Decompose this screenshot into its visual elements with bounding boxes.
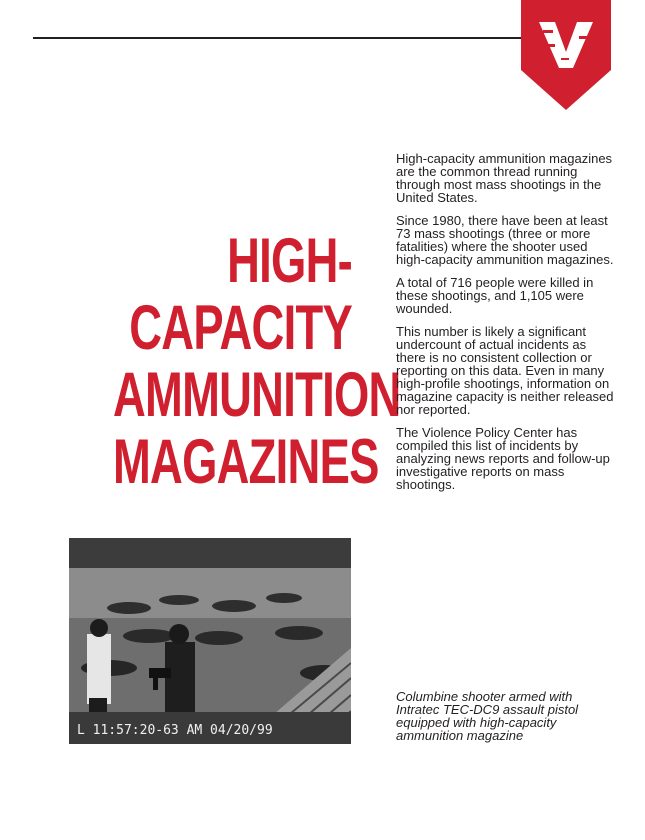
photo-caption: Columbine shooter armed with Intratec TEC-DC9 assault pistol equipped with high-capacity ammunition magazine xyxy=(396,689,579,743)
headline-line: CAPACITY xyxy=(129,293,352,363)
headline-line: HIGH- xyxy=(227,226,352,296)
headline-line: MAGAZINES xyxy=(112,427,379,497)
violence-policy-center-logo-icon xyxy=(521,0,611,110)
paragraph: High-capacity ammunition magazines are the common thread running through most mass shootings in the United States. xyxy=(396,151,613,205)
headline-line: AMMUNITION xyxy=(112,360,401,430)
top-rule xyxy=(33,37,523,39)
photo-timestamp: L 11:57:20-63 AM 04/20/99 xyxy=(77,723,273,738)
paragraph: This number is likely a significant undercount of actual incidents as there is no consistent collection or reporting on this data. Even in many high-profile shootings, information on magazine capacity is neither released nor reported. xyxy=(396,324,614,417)
paragraph: A total of 716 people were killed in these shootings, and 1,105 were wounded. xyxy=(396,275,594,316)
body-text xyxy=(396,152,618,501)
paragraph: Since 1980, there have been at least 73 mass shootings (three or more fatalities) where the shooter used high-capacity ammunition magazines. xyxy=(396,213,614,267)
security-camera-photo xyxy=(69,538,351,744)
headline xyxy=(112,226,401,497)
paragraph: The Violence Policy Center has compiled this list of incidents by analyzing news reports and follow-up investigative reports on mass shootings. xyxy=(396,425,610,492)
